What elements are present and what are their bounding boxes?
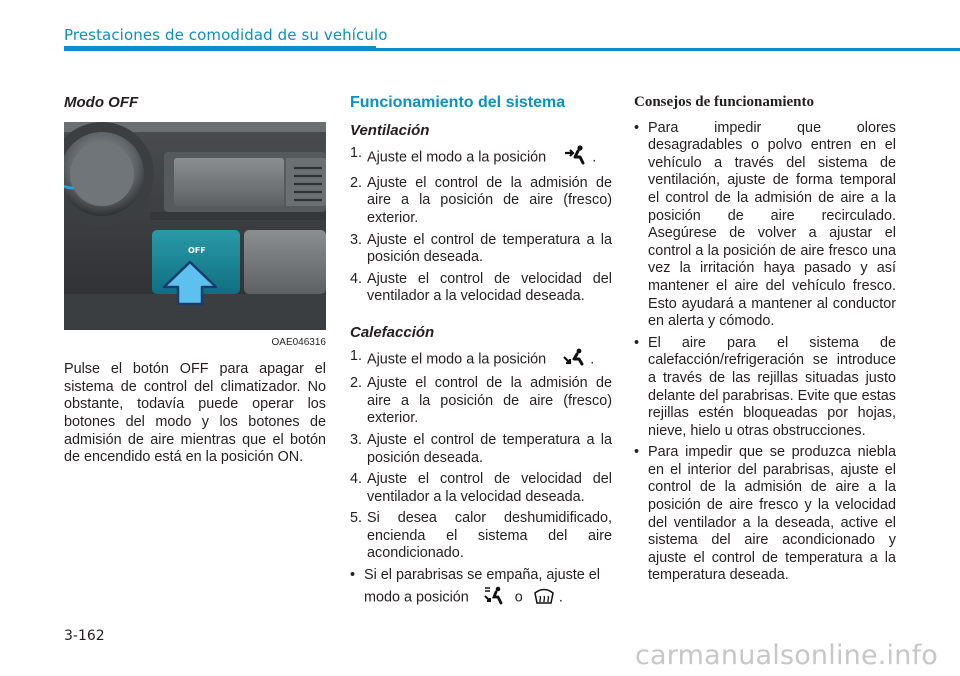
- step-number: 2.: [350, 174, 363, 191]
- step-number: 4.: [350, 270, 363, 287]
- bullet-dot: •: [350, 567, 356, 584]
- list-item: [350, 567, 612, 610]
- step-text: Ajuste el modo a la posición: [367, 149, 547, 166]
- consejos-bullets: [634, 120, 896, 585]
- photo-code: OAE046316: [271, 336, 326, 348]
- step-text: Si desea calor deshumidificado, encienda el sistema del aire acondicionado.: [367, 510, 612, 562]
- list-item: [350, 232, 612, 267]
- page-number: 3-162: [64, 628, 105, 644]
- list-item: [350, 375, 612, 428]
- header-title: Prestaciones de comodidad de su vehículo: [64, 26, 388, 44]
- bullet-dot: •: [634, 119, 640, 136]
- bullet-text: El aire para el sistema de calefacción/refrigeración se introduce a través de las rejillas situadas justo delante del parabrisas. Evite que estas rejillas estén bloqueadas por hojas, nieve, hielo u otras obstrucciones.: [648, 334, 896, 439]
- step-tail: .: [590, 351, 595, 368]
- subheading-calefaccion: Calefacción: [350, 323, 435, 341]
- step-text: Ajuste el control de la admisión de aire a la posición de aire (fresco) exterior.: [367, 174, 612, 226]
- watermark: carmanualsonline.info: [635, 640, 938, 671]
- column-funcionamiento: [350, 94, 612, 614]
- list-item: [634, 120, 896, 331]
- step-number: 5.: [350, 510, 363, 527]
- control-panel-illustration: [64, 122, 326, 330]
- header-rule-tab: [64, 46, 376, 50]
- step-number: 1.: [350, 347, 363, 364]
- list-item: [634, 444, 896, 585]
- subheading-ventilacion: Ventilación: [350, 121, 430, 139]
- floor-defrost-mode-icon: [483, 585, 503, 611]
- bullet-text: Para impedir que se produzca niebla en el interior del parabrisas, ajuste el control de la admisión de aire a la posición de aire fresco y la velocidad del ventilador a la deseada, active el sistema del aire acondicionado y ajuste el control de temperatura a la temperatura deseada.: [648, 444, 896, 584]
- vent-face-mode-icon: [564, 145, 586, 171]
- bullet-text: Para impedir que olores desagradables o polvo entren en el vehículo a través del sistema de ventilación, ajuste de forma temporal el control de la admisión de aire a la posición de aire recirculado. Asegúrese de volver a ajustar el control a la posición de aire fresco una vez la irritación haya pasado y así mantener el aire del vehículo fresco. Esto ayudará a mantener al conductor en alerta y cómodo.: [648, 119, 896, 330]
- section-heading-consejos: Consejos de funcionamiento: [634, 94, 815, 110]
- step-number: 3.: [350, 431, 363, 448]
- floor-mode-icon: [562, 348, 584, 372]
- calefaccion-bullet: [350, 567, 612, 610]
- column-consejos: [634, 94, 896, 589]
- step-text: Ajuste el control de la admisión de aire a la posición de aire (fresco) exterior.: [367, 375, 612, 427]
- modo-off-paragraph: Pulse el botón OFF para apagar el sistema de control del climatizador. No obstante, todavía puede operar los botones del modo y los botones de admisión de aire mientras que el botón de encendido está en la posición ON.: [64, 361, 326, 466]
- section-heading-funcionamiento: Funcionamiento del sistema: [350, 94, 566, 111]
- bullet-tail: .: [558, 589, 563, 606]
- list-item: [350, 145, 612, 171]
- column-modo-off: [64, 94, 326, 467]
- step-text: Ajuste el control de velocidad del ventilador a la velocidad deseada.: [367, 471, 612, 505]
- calefaccion-steps: [350, 348, 612, 564]
- step-number: 2.: [350, 375, 363, 392]
- section-heading-modo-off: Modo OFF: [64, 94, 139, 111]
- connector-text: o: [514, 589, 523, 606]
- list-item: [350, 510, 612, 563]
- defrost-mode-icon: [533, 585, 555, 611]
- step-text: Ajuste el modo a la posición: [367, 351, 547, 368]
- step-number: 4.: [350, 471, 363, 488]
- off-button-label: OFF: [188, 245, 206, 255]
- bullet-text: Si el parabrisas se empaña, ajuste el modo a posición: [364, 567, 600, 606]
- step-number: 3.: [350, 231, 363, 248]
- step-text: Ajuste el control de temperatura a la posición deseada.: [367, 231, 612, 266]
- step-number: 1.: [350, 145, 363, 162]
- list-item: [634, 335, 896, 441]
- step-tail: .: [592, 149, 597, 166]
- list-item: [350, 271, 612, 306]
- list-item: [350, 175, 612, 228]
- step-text: Ajuste el control de velocidad del ventilador a la velocidad deseada.: [367, 270, 612, 305]
- ventilacion-steps: [350, 145, 612, 306]
- bullet-dot: •: [634, 334, 640, 351]
- list-item: [350, 432, 612, 467]
- control-panel-photo: [64, 122, 326, 330]
- step-text: Ajuste el control de temperatura a la posición deseada.: [367, 431, 612, 466]
- list-item: [350, 348, 612, 372]
- list-item: [350, 471, 612, 506]
- bullet-dot: •: [634, 444, 640, 461]
